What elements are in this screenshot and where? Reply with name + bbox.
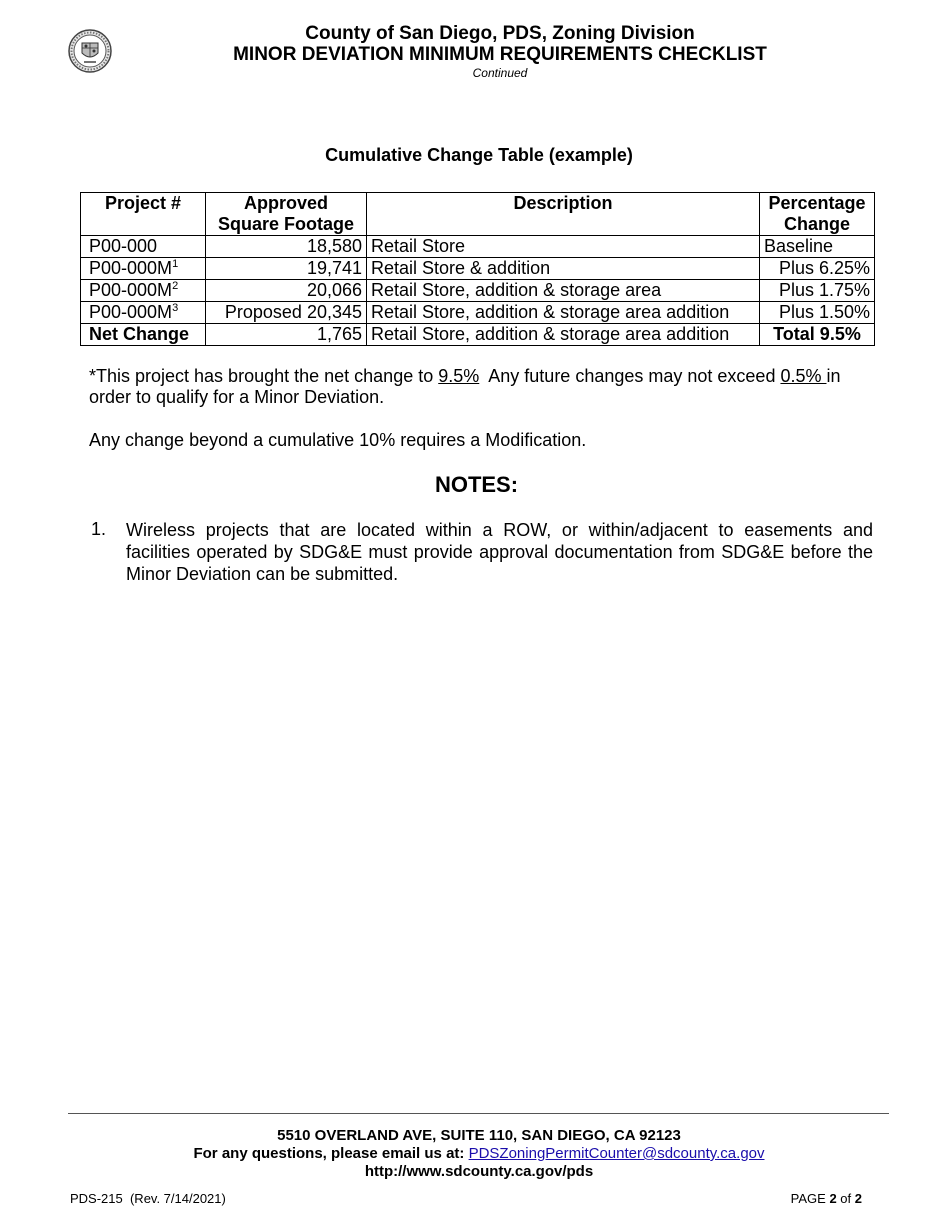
footer-email-link[interactable]: PDSZoningPermitCounter@sdcounty.ca.gov bbox=[468, 1145, 765, 1162]
footer-address: 5510 OVERLAND AVE, SUITE 110, SAN DIEGO, CA 92123 bbox=[277, 1127, 681, 1144]
cell-project bbox=[81, 302, 206, 324]
footer-email-label: For any questions, please email us at: bbox=[193, 1145, 469, 1162]
note-number: 1. bbox=[91, 519, 107, 539]
note-text: Wireless projects that are located within a ROW, or within/adjacent to easements and facilities operated by SDG&E must provide approval documentation from SDG&E before the Minor Deviation can be submitted. bbox=[126, 520, 873, 584]
para1-text-a: *This project has brought the net change to bbox=[89, 366, 439, 386]
project-id: P00-000M bbox=[89, 302, 173, 322]
footer-divider bbox=[68, 1113, 889, 1114]
cell-sqft: 19,741 bbox=[206, 258, 367, 280]
table-header-row bbox=[81, 193, 875, 236]
cell-change: Plus 1.50% bbox=[760, 302, 875, 324]
form-id: PDS-215 (Rev. 7/14/2021) bbox=[70, 1191, 226, 1206]
header-title: MINOR DEVIATION MINIMUM REQUIREMENTS CHECKLIST bbox=[233, 44, 767, 65]
cell-change: Total 9.5% bbox=[760, 324, 875, 346]
cell-change: Plus 6.25% bbox=[760, 258, 875, 280]
cell-description: Retail Store, addition & storage area bbox=[367, 280, 760, 302]
header-pct-line2: Change bbox=[783, 214, 850, 234]
project-sup: 1 bbox=[172, 258, 179, 270]
para1-text-c: Any future changes may not exceed bbox=[479, 366, 781, 386]
header-continued: Continued bbox=[472, 66, 528, 80]
cell-description: Retail Store & addition bbox=[367, 258, 760, 280]
net-change-paragraph bbox=[89, 366, 879, 408]
table-row bbox=[81, 280, 875, 302]
table-row bbox=[81, 258, 875, 280]
table-row bbox=[81, 302, 875, 324]
header-percentage bbox=[760, 193, 875, 236]
para1-text-e: in order to qualify for a Minor Deviation. bbox=[89, 366, 841, 407]
header-agency: County of San Diego, PDS, Zoning Division bbox=[305, 23, 695, 44]
project-id: P00-000M bbox=[89, 280, 173, 300]
header-sqft-line2: Square Footage bbox=[217, 214, 355, 234]
cell-project: Net Change bbox=[81, 324, 206, 346]
project-sup: 3 bbox=[172, 302, 179, 314]
page-current: 2 bbox=[829, 1191, 837, 1206]
footer-website: http://www.sdcounty.ca.gov/pds bbox=[364, 1163, 594, 1180]
cell-description: Retail Store bbox=[367, 236, 760, 258]
footer-email-line bbox=[0, 1145, 950, 1162]
notes-heading: NOTES: bbox=[434, 472, 519, 497]
page-prefix: PAGE bbox=[790, 1191, 830, 1206]
cell-project bbox=[81, 280, 206, 302]
cell-change: Baseline bbox=[760, 236, 875, 258]
project-id: P00-000M bbox=[89, 258, 173, 278]
header-description: Description bbox=[367, 193, 760, 236]
table-title: Cumulative Change Table (example) bbox=[325, 145, 633, 165]
cell-sqft: 1,765 bbox=[206, 324, 367, 346]
project-sup: 2 bbox=[172, 280, 179, 292]
header-project: Project # bbox=[81, 193, 206, 236]
header-sqft-line1: Approved bbox=[243, 193, 328, 213]
page-mid: of bbox=[836, 1191, 855, 1206]
max-future-change-value: 0.5% bbox=[780, 366, 827, 386]
page-total: 2 bbox=[854, 1191, 862, 1206]
cell-project bbox=[81, 258, 206, 280]
cumulative-change-table bbox=[80, 192, 875, 346]
page-number bbox=[791, 1191, 862, 1206]
net-change-value: 9.5% bbox=[438, 366, 480, 386]
cell-sqft: Proposed 20,345 bbox=[206, 302, 367, 324]
cell-description: Retail Store, addition & storage area addition bbox=[367, 302, 760, 324]
project-id: P00-000 bbox=[89, 236, 158, 256]
cell-change: Plus 1.75% bbox=[760, 280, 875, 302]
cell-sqft: 18,580 bbox=[206, 236, 367, 258]
header-pct-line1: Percentage bbox=[768, 193, 866, 213]
table-total-row bbox=[81, 324, 875, 346]
table-row bbox=[81, 236, 875, 258]
header-square-footage bbox=[206, 193, 367, 236]
cell-description: Retail Store, addition & storage area addition bbox=[367, 324, 760, 346]
cell-project bbox=[81, 236, 206, 258]
cell-sqft: 20,066 bbox=[206, 280, 367, 302]
modification-paragraph: Any change beyond a cumulative 10% requires a Modification. bbox=[89, 430, 587, 450]
